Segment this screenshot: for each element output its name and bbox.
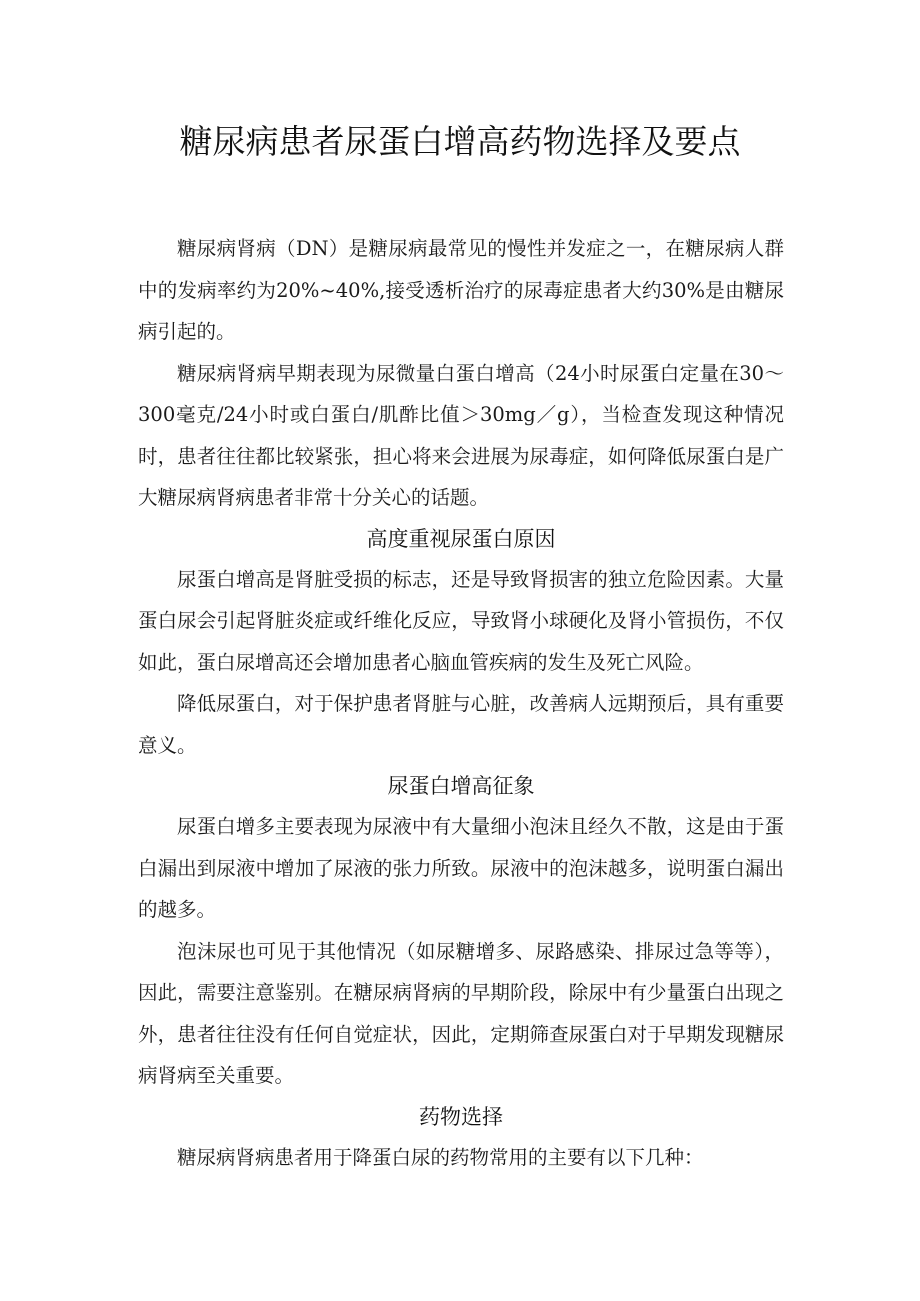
importance-paragraph-1: 尿蛋白增高是肾脏受损的标志，还是导致肾损害的独立危险因素。大量蛋白尿会引起肾脏炎症或纤维化反应，导致肾小球硬化及肾小管损伤，不仅如此，蛋白尿增高还会增加患者心脑血管疾病的发生及死亡风险。 [138,567,784,674]
intro-paragraph-1: 糖尿病肾病（DN）是糖尿病最常见的慢性并发症之一，在糖尿病人群中的发病率约为20%~40%,接受透析治疗的尿毒症患者大约30%是由糖尿病引起的。 [138,237,784,343]
importance-paragraph-2: 降低尿蛋白，对于保护患者肾脏与心脏，改善病人远期预后，具有重要意义。 [138,692,784,757]
document-body [138,228,784,1178]
document-title: 糖尿病患者尿蛋白增高药物选择及要点 [179,122,741,161]
signs-paragraph-2: 泡沫尿也可见于其他情况（如尿糖增多、尿路感染、排尿过急等等），因此，需要注意鉴别。在糖尿病肾病的早期阶段，除尿中有少量蛋白出现之外，患者往往没有任何自觉症状，因此，定期筛查尿蛋白对于早期发现糖尿病肾病至关重要。 [138,939,784,1087]
section-heading-drug-selection: 药物选择 [419,1104,503,1129]
drug-selection-paragraph-1: 糖尿病肾病患者用于降蛋白尿的药物常用的主要有以下几种： [177,1145,704,1169]
intro-paragraph-2: 糖尿病肾病早期表现为尿微量白蛋白增高（24小时尿蛋白定量在30～300毫克/24小时或白蛋白/肌酢比值＞30mg／g），当检查发现这种情况时，患者往往都比较紧张，担心将来会进展为尿毒症，如何降低尿蛋白是广大糖尿病肾病患者非常十分关心的话题。 [138,361,784,509]
section-heading-signs: 尿蛋白增高征象 [387,774,535,798]
section-heading-importance: 高度重视尿蛋白原因 [366,526,556,551]
signs-paragraph-1: 尿蛋白增多主要表现为尿液中有大量细小泡沫且经久不散，这是由于蛋白漏出到尿液中增加了尿液的张力所致。尿液中的泡沫越多，说明蛋白漏出的越多。 [138,815,784,921]
